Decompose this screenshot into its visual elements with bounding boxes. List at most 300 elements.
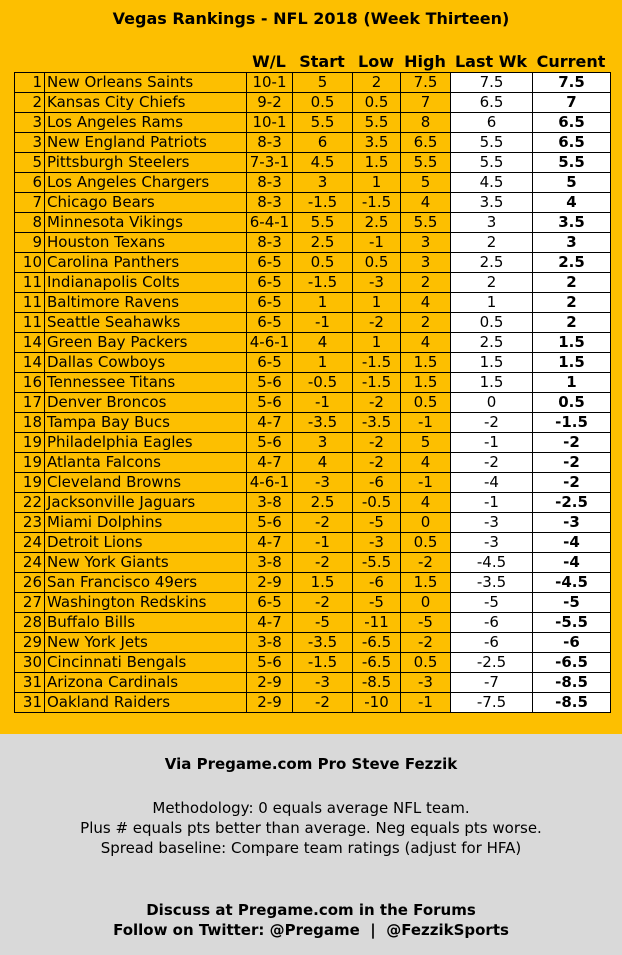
start-cell: 4: [293, 453, 353, 473]
wl-cell: 5-6: [247, 433, 293, 453]
table-row: [15, 613, 611, 633]
current-cell: -1.5: [533, 413, 611, 433]
wl-cell: 6-5: [247, 353, 293, 373]
rank-cell: 23: [15, 513, 45, 533]
high-cell: 4: [401, 293, 451, 313]
table-row: [15, 113, 611, 133]
table-row: [15, 73, 611, 93]
current-cell: -4: [533, 553, 611, 573]
team-cell: Cleveland Browns: [45, 473, 247, 493]
rank-cell: 31: [15, 673, 45, 693]
methodology-line: Plus # equals pts better than average. Neg equals pts worse.: [80, 819, 542, 837]
start-cell: -1: [293, 313, 353, 333]
table-row: [15, 193, 611, 213]
table-row: [15, 213, 611, 233]
rank-cell: 10: [15, 253, 45, 273]
last-wk-cell: 7.5: [451, 73, 533, 93]
low-cell: -2: [353, 393, 401, 413]
current-cell: 2: [533, 313, 611, 333]
last-wk-cell: -3.5: [451, 573, 533, 593]
current-cell: 5: [533, 173, 611, 193]
low-cell: -1.5: [353, 193, 401, 213]
rank-cell: 24: [15, 553, 45, 573]
start-cell: 0.5: [293, 93, 353, 113]
current-cell: -2: [533, 433, 611, 453]
current-cell: -3: [533, 513, 611, 533]
team-cell: Pittsburgh Steelers: [45, 153, 247, 173]
rank-cell: 29: [15, 633, 45, 653]
table-row: [15, 513, 611, 533]
start-cell: -2: [293, 593, 353, 613]
rank-cell: 26: [15, 573, 45, 593]
low-cell: -2: [353, 313, 401, 333]
start-cell: -3: [293, 673, 353, 693]
low-cell: 1: [353, 333, 401, 353]
team-cell: Atlanta Falcons: [45, 453, 247, 473]
current-cell: 6.5: [533, 113, 611, 133]
rank-cell: 7: [15, 193, 45, 213]
wl-cell: 4-6-1: [247, 333, 293, 353]
wl-cell: 4-7: [247, 413, 293, 433]
high-cell: 3: [401, 233, 451, 253]
high-cell: 1.5: [401, 353, 451, 373]
rank-cell: 18: [15, 413, 45, 433]
team-cell: Washington Redskins: [45, 593, 247, 613]
last-wk-cell: -1: [451, 493, 533, 513]
team-cell: Denver Broncos: [45, 393, 247, 413]
start-cell: -1: [293, 533, 353, 553]
twitter-handles[interactable]: Follow on Twitter: @Pregame | @FezzikSports: [113, 921, 509, 939]
last-wk-cell: -3: [451, 513, 533, 533]
current-cell: -6: [533, 633, 611, 653]
current-cell: -2: [533, 473, 611, 493]
high-cell: -2: [401, 553, 451, 573]
high-cell: 0.5: [401, 653, 451, 673]
wl-cell: 2-9: [247, 573, 293, 593]
wl-cell: 6-5: [247, 273, 293, 293]
high-cell: 4: [401, 493, 451, 513]
start-cell: -1.5: [293, 193, 353, 213]
wl-cell: 2-9: [247, 693, 293, 713]
current-cell: 1.5: [533, 353, 611, 373]
rank-cell: 11: [15, 273, 45, 293]
start-cell: -2: [293, 693, 353, 713]
table-row: [15, 693, 611, 713]
rank-cell: 31: [15, 693, 45, 713]
wl-cell: 8-3: [247, 193, 293, 213]
high-cell: -3: [401, 673, 451, 693]
wl-cell: 3-8: [247, 553, 293, 573]
rank-cell: 11: [15, 313, 45, 333]
last-wk-cell: 2: [451, 233, 533, 253]
last-wk-cell: 6: [451, 113, 533, 133]
team-cell: Dallas Cowboys: [45, 353, 247, 373]
rankings-table: [14, 72, 611, 713]
team-cell: Oakland Raiders: [45, 693, 247, 713]
via-credit: Via Pregame.com Pro Steve Fezzik: [164, 755, 458, 773]
last-wk-cell: 4.5: [451, 173, 533, 193]
low-cell: 3.5: [353, 133, 401, 153]
rank-cell: 3: [15, 113, 45, 133]
rank-cell: 19: [15, 473, 45, 493]
team-cell: Carolina Panthers: [45, 253, 247, 273]
team-cell: Chicago Bears: [45, 193, 247, 213]
start-cell: 3: [293, 433, 353, 453]
high-cell: 5.5: [401, 153, 451, 173]
rank-cell: 14: [15, 353, 45, 373]
last-wk-cell: 3.5: [451, 193, 533, 213]
rank-cell: 6: [15, 173, 45, 193]
wl-cell: 5-6: [247, 513, 293, 533]
last-wk-cell: -1: [451, 433, 533, 453]
low-cell: -6: [353, 573, 401, 593]
wl-cell: 6-4-1: [247, 213, 293, 233]
last-wk-cell: -4: [451, 473, 533, 493]
team-cell: Miami Dolphins: [45, 513, 247, 533]
start-cell: 1.5: [293, 573, 353, 593]
team-cell: Philadelphia Eagles: [45, 433, 247, 453]
table-row: [15, 293, 611, 313]
low-cell: -8.5: [353, 673, 401, 693]
current-cell: -4: [533, 533, 611, 553]
last-wk-cell: -7.5: [451, 693, 533, 713]
table-row: [15, 673, 611, 693]
table-row: [15, 473, 611, 493]
column-header-start: Start: [299, 52, 345, 71]
current-cell: 2.5: [533, 253, 611, 273]
rank-cell: 22: [15, 493, 45, 513]
team-cell: Arizona Cardinals: [45, 673, 247, 693]
wl-cell: 5-6: [247, 373, 293, 393]
low-cell: 2.5: [353, 213, 401, 233]
start-cell: -3.5: [293, 413, 353, 433]
high-cell: 3: [401, 253, 451, 273]
high-cell: 6.5: [401, 133, 451, 153]
team-cell: Indianapolis Colts: [45, 273, 247, 293]
current-cell: 2: [533, 293, 611, 313]
low-cell: -3.5: [353, 413, 401, 433]
wl-cell: 3-8: [247, 493, 293, 513]
team-cell: Tampa Bay Bucs: [45, 413, 247, 433]
low-cell: 0.5: [353, 253, 401, 273]
column-header-last-wk: Last Wk: [454, 52, 528, 71]
rank-cell: 24: [15, 533, 45, 553]
high-cell: 4: [401, 193, 451, 213]
team-cell: Los Angeles Chargers: [45, 173, 247, 193]
start-cell: 4.5: [293, 153, 353, 173]
rank-cell: 9: [15, 233, 45, 253]
current-cell: -2.5: [533, 493, 611, 513]
start-cell: -1.5: [293, 653, 353, 673]
current-cell: 5.5: [533, 153, 611, 173]
start-cell: 3: [293, 173, 353, 193]
wl-cell: 4-7: [247, 533, 293, 553]
team-cell: Minnesota Vikings: [45, 213, 247, 233]
current-cell: 7: [533, 93, 611, 113]
table-row: [15, 413, 611, 433]
current-cell: 4: [533, 193, 611, 213]
low-cell: 5.5: [353, 113, 401, 133]
team-cell: Los Angeles Rams: [45, 113, 247, 133]
table-row: [15, 273, 611, 293]
start-cell: -0.5: [293, 373, 353, 393]
low-cell: -11: [353, 613, 401, 633]
table-row: [15, 493, 611, 513]
low-cell: -1.5: [353, 373, 401, 393]
last-wk-cell: -4.5: [451, 553, 533, 573]
start-cell: 0.5: [293, 253, 353, 273]
last-wk-cell: -5: [451, 593, 533, 613]
rank-cell: 14: [15, 333, 45, 353]
wl-cell: 2-9: [247, 673, 293, 693]
last-wk-cell: 5.5: [451, 153, 533, 173]
team-cell: San Francisco 49ers: [45, 573, 247, 593]
last-wk-cell: -2: [451, 413, 533, 433]
high-cell: 5.5: [401, 213, 451, 233]
start-cell: 1: [293, 353, 353, 373]
table-row: [15, 173, 611, 193]
wl-cell: 4-7: [247, 613, 293, 633]
wl-cell: 5-6: [247, 393, 293, 413]
last-wk-cell: -2.5: [451, 653, 533, 673]
table-row: [15, 253, 611, 273]
start-cell: -3.5: [293, 633, 353, 653]
high-cell: 5: [401, 433, 451, 453]
column-header-low: Low: [358, 52, 394, 71]
wl-cell: 8-3: [247, 133, 293, 153]
page-title: Vegas Rankings - NFL 2018 (Week Thirteen): [112, 9, 510, 28]
high-cell: -1: [401, 693, 451, 713]
column-header-wl: W/L: [252, 52, 286, 71]
column-header-row: [14, 52, 610, 72]
table-row: [15, 533, 611, 553]
table-row: [15, 93, 611, 113]
team-cell: New England Patriots: [45, 133, 247, 153]
low-cell: -2: [353, 433, 401, 453]
high-cell: 2: [401, 273, 451, 293]
low-cell: -2: [353, 453, 401, 473]
rank-cell: 11: [15, 293, 45, 313]
low-cell: -6.5: [353, 653, 401, 673]
low-cell: -3: [353, 533, 401, 553]
methodology-line: Methodology: 0 equals average NFL team.: [152, 799, 470, 817]
wl-cell: 9-2: [247, 93, 293, 113]
high-cell: 7.5: [401, 73, 451, 93]
wl-cell: 6-5: [247, 313, 293, 333]
footer-panel: [0, 734, 622, 955]
start-cell: -2: [293, 553, 353, 573]
current-cell: 7.5: [533, 73, 611, 93]
current-cell: 6.5: [533, 133, 611, 153]
team-cell: Tennessee Titans: [45, 373, 247, 393]
low-cell: 2: [353, 73, 401, 93]
current-cell: 3: [533, 233, 611, 253]
start-cell: 5.5: [293, 113, 353, 133]
rank-cell: 30: [15, 653, 45, 673]
table-row: [15, 633, 611, 653]
last-wk-cell: 3: [451, 213, 533, 233]
start-cell: 5: [293, 73, 353, 93]
low-cell: -5.5: [353, 553, 401, 573]
low-cell: -3: [353, 273, 401, 293]
rank-cell: 2: [15, 93, 45, 113]
start-cell: -1: [293, 393, 353, 413]
low-cell: -6: [353, 473, 401, 493]
high-cell: 5: [401, 173, 451, 193]
start-cell: -1.5: [293, 273, 353, 293]
current-cell: -4.5: [533, 573, 611, 593]
current-cell: 3.5: [533, 213, 611, 233]
rank-cell: 16: [15, 373, 45, 393]
low-cell: 1.5: [353, 153, 401, 173]
low-cell: 1: [353, 293, 401, 313]
table-row: [15, 153, 611, 173]
current-cell: -5.5: [533, 613, 611, 633]
high-cell: 7: [401, 93, 451, 113]
last-wk-cell: -7: [451, 673, 533, 693]
table-row: [15, 593, 611, 613]
last-wk-cell: -2: [451, 453, 533, 473]
high-cell: 8: [401, 113, 451, 133]
last-wk-cell: 5.5: [451, 133, 533, 153]
team-cell: Buffalo Bills: [45, 613, 247, 633]
wl-cell: 6-5: [247, 593, 293, 613]
low-cell: -1: [353, 233, 401, 253]
team-cell: Jacksonville Jaguars: [45, 493, 247, 513]
start-cell: 2.5: [293, 493, 353, 513]
rank-cell: 8: [15, 213, 45, 233]
table-row: [15, 433, 611, 453]
wl-cell: 5-6: [247, 653, 293, 673]
rank-cell: 3: [15, 133, 45, 153]
current-cell: 1.5: [533, 333, 611, 353]
rank-cell: 5: [15, 153, 45, 173]
current-cell: 0.5: [533, 393, 611, 413]
low-cell: 0.5: [353, 93, 401, 113]
wl-cell: 8-3: [247, 173, 293, 193]
team-cell: Detroit Lions: [45, 533, 247, 553]
wl-cell: 4-7: [247, 453, 293, 473]
last-wk-cell: 1.5: [451, 353, 533, 373]
rank-cell: 1: [15, 73, 45, 93]
table-row: [15, 453, 611, 473]
high-cell: 4: [401, 453, 451, 473]
high-cell: -2: [401, 633, 451, 653]
low-cell: -5: [353, 593, 401, 613]
last-wk-cell: 6.5: [451, 93, 533, 113]
rank-cell: 19: [15, 433, 45, 453]
low-cell: -6.5: [353, 633, 401, 653]
last-wk-cell: 1: [451, 293, 533, 313]
high-cell: 2: [401, 313, 451, 333]
column-header-high: High: [404, 52, 446, 71]
current-cell: -6.5: [533, 653, 611, 673]
team-cell: Cincinnati Bengals: [45, 653, 247, 673]
table-row: [15, 553, 611, 573]
last-wk-cell: 1.5: [451, 373, 533, 393]
team-cell: Baltimore Ravens: [45, 293, 247, 313]
team-cell: New York Giants: [45, 553, 247, 573]
last-wk-cell: -3: [451, 533, 533, 553]
forum-link[interactable]: Discuss at Pregame.com in the Forums: [146, 901, 476, 919]
table-row: [15, 333, 611, 353]
last-wk-cell: -6: [451, 613, 533, 633]
high-cell: 1.5: [401, 373, 451, 393]
rank-cell: 27: [15, 593, 45, 613]
table-row: [15, 353, 611, 373]
current-cell: -2: [533, 453, 611, 473]
team-cell: Seattle Seahawks: [45, 313, 247, 333]
last-wk-cell: 2.5: [451, 333, 533, 353]
current-cell: -5: [533, 593, 611, 613]
wl-cell: 7-3-1: [247, 153, 293, 173]
table-row: [15, 313, 611, 333]
high-cell: 0: [401, 513, 451, 533]
table-row: [15, 653, 611, 673]
high-cell: -1: [401, 413, 451, 433]
team-cell: Kansas City Chiefs: [45, 93, 247, 113]
current-cell: -8.5: [533, 693, 611, 713]
wl-cell: 3-8: [247, 633, 293, 653]
rank-cell: 19: [15, 453, 45, 473]
last-wk-cell: 0: [451, 393, 533, 413]
low-cell: -5: [353, 513, 401, 533]
team-cell: Houston Texans: [45, 233, 247, 253]
high-cell: -1: [401, 473, 451, 493]
start-cell: -5: [293, 613, 353, 633]
start-cell: -3: [293, 473, 353, 493]
methodology-line: Spread baseline: Compare team ratings (adjust for HFA): [100, 839, 522, 857]
last-wk-cell: 0.5: [451, 313, 533, 333]
last-wk-cell: -6: [451, 633, 533, 653]
current-cell: -8.5: [533, 673, 611, 693]
high-cell: 0.5: [401, 533, 451, 553]
rank-cell: 17: [15, 393, 45, 413]
low-cell: 1: [353, 173, 401, 193]
high-cell: 0: [401, 593, 451, 613]
high-cell: -5: [401, 613, 451, 633]
team-cell: New Orleans Saints: [45, 73, 247, 93]
column-header-current: Current: [536, 52, 606, 71]
wl-cell: 10-1: [247, 73, 293, 93]
low-cell: -1.5: [353, 353, 401, 373]
wl-cell: 10-1: [247, 113, 293, 133]
table-row: [15, 233, 611, 253]
low-cell: -0.5: [353, 493, 401, 513]
last-wk-cell: 2: [451, 273, 533, 293]
wl-cell: 6-5: [247, 253, 293, 273]
team-cell: Green Bay Packers: [45, 333, 247, 353]
table-row: [15, 393, 611, 413]
high-cell: 1.5: [401, 573, 451, 593]
start-cell: 5.5: [293, 213, 353, 233]
rank-cell: 28: [15, 613, 45, 633]
start-cell: -2: [293, 513, 353, 533]
table-row: [15, 573, 611, 593]
last-wk-cell: 2.5: [451, 253, 533, 273]
low-cell: -10: [353, 693, 401, 713]
wl-cell: 6-5: [247, 293, 293, 313]
start-cell: 2.5: [293, 233, 353, 253]
table-row: [15, 133, 611, 153]
high-cell: 0.5: [401, 393, 451, 413]
high-cell: 4: [401, 333, 451, 353]
current-cell: 1: [533, 373, 611, 393]
start-cell: 4: [293, 333, 353, 353]
start-cell: 6: [293, 133, 353, 153]
start-cell: 1: [293, 293, 353, 313]
team-cell: New York Jets: [45, 633, 247, 653]
